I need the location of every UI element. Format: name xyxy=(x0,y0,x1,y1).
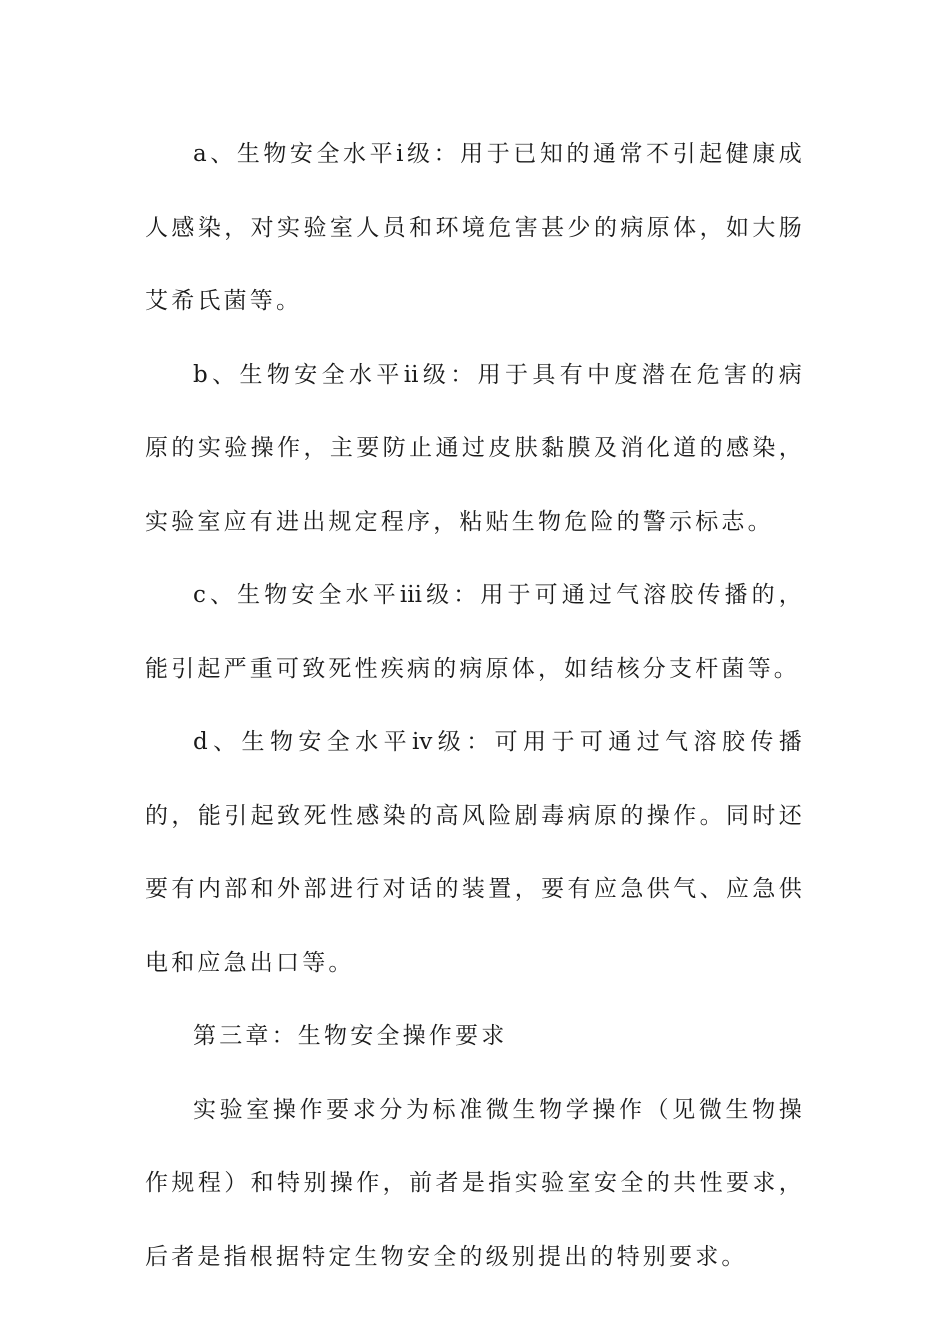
paragraph-biosafety-level-1: a、生物安全水平ⅰ级：用于已知的通常不引起健康成人感染，对实验室人员和环境危害甚少的病原体，如大肠艾希氏菌等。 xyxy=(145,141,805,314)
document-body xyxy=(145,118,805,1294)
chapter-heading: 第三章：生物安全操作要求 xyxy=(193,1023,508,1049)
paragraph-biosafety-level-2: b、生物安全水平ⅱ级：用于具有中度潜在危害的病原的实验操作，主要防止通过皮肤黏膜及消化道的感染，实验室应有进出规定程序，粘贴生物危险的警示标志。 xyxy=(145,361,805,535)
paragraph-operation-requirements: 实验室操作要求分为标准微生物学操作（见微生物操作规程）和特别操作，前者是指实验室安全的共性要求，后者是指根据特定生物安全的级别提出的特别要求。 xyxy=(145,1096,805,1270)
paragraph-biosafety-level-4: d、生物安全水平ⅳ级：可用于可通过气溶胶传播的，能引起致死性感染的高风险剧毒病原的操作。同时还要有内部和外部进行对话的装置，要有应急供气、应急供电和应急出口等。 xyxy=(145,729,805,976)
paragraph-biosafety-level-3: c、生物安全水平ⅲ级：用于可通过气溶胶传播的，能引起严重可致死性疾病的病原体，如结核分支杆菌等。 xyxy=(145,582,805,682)
